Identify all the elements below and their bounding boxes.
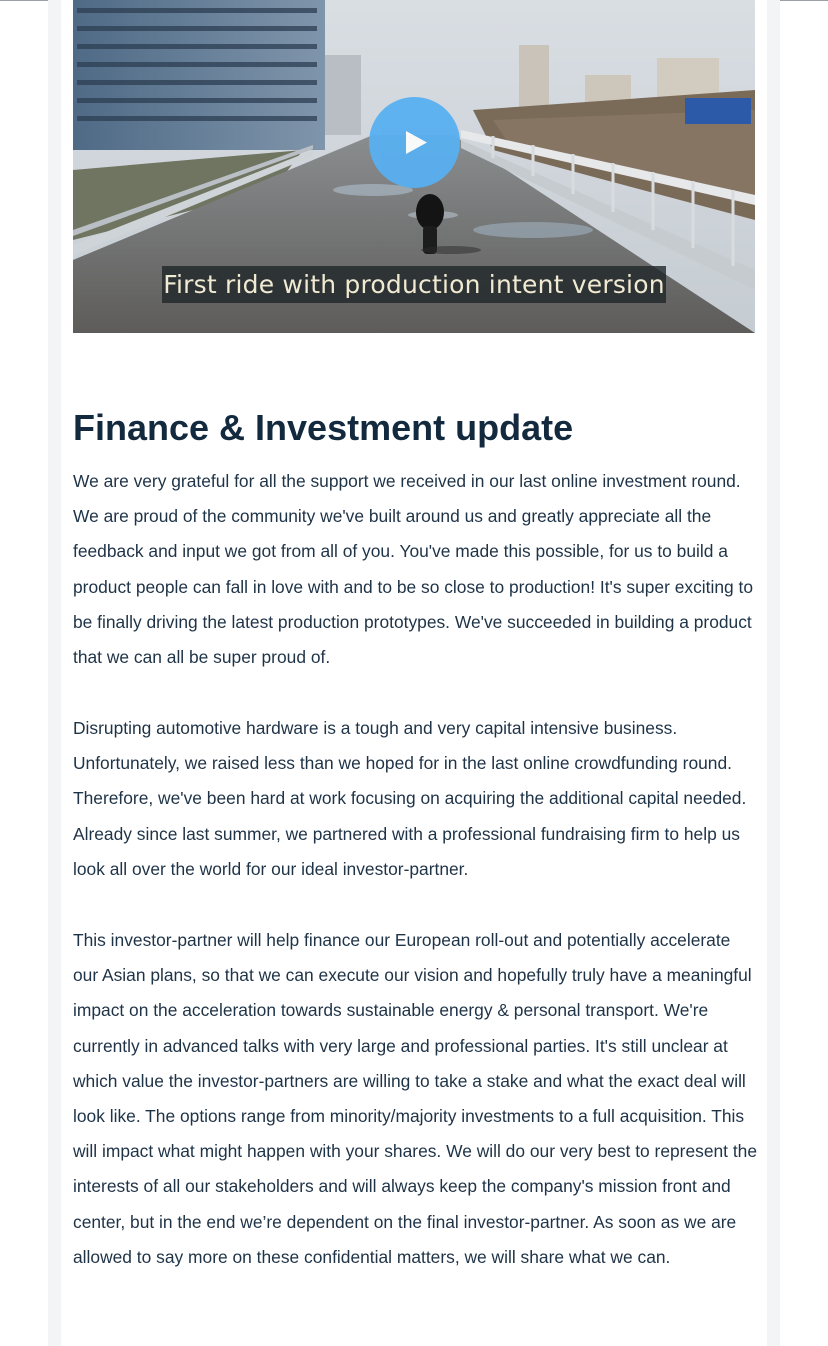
paragraph-2: Disrupting automotive hardware is a tough and very capital intensive business. Unfortunately, we raised less than we hoped for in the last online crowdfunding round. Therefore, we've been hard at work focusing on acquiring the additional capital needed. Already since last summer, we partnered with a professional fundraising firm to help us look all over the world for our ideal investor-partner. (73, 718, 747, 879)
paragraph-1: We are very grateful for all the support we received in our last online investment round. We are proud of the community we've built around us and greatly appreciate all the feedback and input we got from all of you. You've made this possible, for us to build a product people can fall in love with and to be so close to production! It's super exciting to be finally driving the latest production prototypes. We've succeeded in building a product that we can all be super proud of. (73, 471, 754, 668)
video-thumbnail[interactable] (73, 0, 755, 333)
play-button[interactable] (369, 97, 460, 188)
play-icon (369, 97, 460, 188)
paragraph-3: This investor-partner will help finance our European roll-out and potentially accelerate our Asian plans, so that we can execute our vision and hopefully truly have a meaningful impact on the acceleration towards sustainable energy & personal transport. We're currently in advanced talks with very large and professional parties. It's still unclear at which value the investor-partners are willing to take a stake and what the exact deal will look like. The options range from minority/majority investments to a full acquisition. This will impact what might happen with your shares. We will do our very best to represent the interests of all our stakeholders and will always keep the company's mission front and center, but in the end we’re dependent on the final investor-partner. As soon as we are allowed to say more on these confidential matters, we will share what we can. (73, 930, 758, 1267)
section-heading: Finance & Investment update (73, 407, 574, 448)
video-caption: First ride with production intent version (162, 266, 666, 303)
